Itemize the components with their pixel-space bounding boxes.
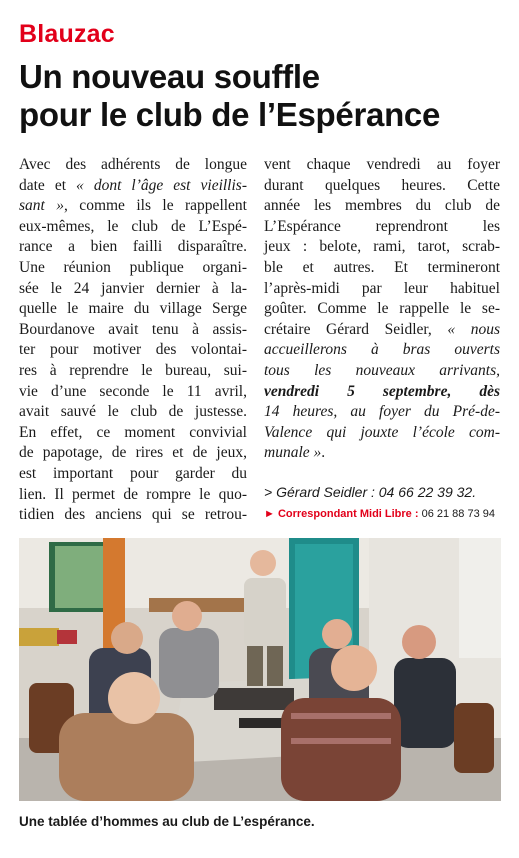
body-text-line — [19, 258, 247, 279]
body-text-line — [264, 176, 500, 197]
text-segment: rance a bien failli disparaître. — [19, 238, 247, 256]
body-text-line — [19, 402, 247, 423]
body-text-line — [19, 505, 247, 526]
text-segment: quelle le maire du village Serge — [19, 300, 247, 318]
body-text-line — [264, 217, 500, 238]
section-kicker: Blauzac — [19, 20, 115, 48]
body-text-line — [19, 443, 247, 464]
text-segment: ble et autres. Et termineront — [264, 258, 500, 276]
text-segment: crétaire Gérard Seidler, — [264, 320, 448, 338]
text-segment: sée le 24 janvier dernier à la- — [19, 279, 247, 297]
body-text-line — [264, 361, 500, 382]
body-text-line — [19, 423, 247, 444]
text-segment: date et — [19, 176, 77, 194]
body-text-line — [19, 237, 247, 258]
body-text-line — [19, 279, 247, 300]
text-segment: goûter. Comme le rappelle le se- — [264, 300, 500, 318]
body-text-line — [264, 402, 500, 423]
text-segment: vent chaque vendredi au foyer — [264, 156, 500, 173]
text-segment: vie d’une seconde le 11 avril, — [19, 382, 247, 400]
body-text-line — [264, 320, 500, 341]
body-text-line — [264, 196, 500, 217]
photo-caption: Une tablée d’hommes au club de L’espérance. — [19, 814, 315, 829]
text-segment: L’Espérance reprendront les — [264, 217, 500, 235]
text-segment: accueillerons à bras ouverts — [264, 341, 500, 359]
body-text-line — [264, 237, 500, 258]
text-segment: vendredi 5 septembre, dès — [264, 382, 500, 400]
body-text-line — [264, 423, 500, 444]
text-segment: « dont l’âge est vieillis- — [76, 176, 247, 194]
text-segment: de papotage, de rires et de jeux, — [19, 444, 247, 462]
text-segment: Bourdanove avait tenu à assis- — [19, 320, 247, 338]
text-segment: lien. Il permet de rompre le quo- — [19, 485, 247, 503]
photo-illustration — [19, 538, 501, 801]
correspondent-phone: 06 21 88 73 94 — [421, 508, 495, 520]
body-column-left — [19, 155, 247, 526]
text-segment: jeux : belote, rami, tarot, scrab- — [264, 238, 500, 256]
body-text-line — [264, 340, 500, 361]
correspondent-credit — [264, 508, 495, 520]
body-text-line — [19, 382, 247, 403]
headline-line-1: Un nouveau souffle — [19, 58, 320, 95]
body-text-line — [19, 176, 247, 197]
headline-line-2: pour le club de l’Espérance — [19, 96, 441, 133]
body-text-line — [19, 155, 247, 176]
article-photo — [19, 538, 501, 801]
text-segment: . — [321, 444, 326, 462]
text-segment: eux-mêmes, le club de L’Espé- — [19, 217, 247, 235]
text-segment: tidien des anciens qui se retrou- — [19, 506, 247, 524]
text-segment: est important pour garder du — [19, 464, 247, 482]
body-text-line — [264, 258, 500, 279]
body-text-line — [264, 299, 500, 320]
contact-signature: > Gérard Seidler : 04 66 22 39 32. — [264, 484, 477, 500]
body-text-line — [264, 155, 500, 176]
text-segment: Avec des adhérents de longue — [19, 156, 247, 173]
text-segment: 14 heures, au foyer du Pré-de- — [264, 403, 500, 421]
body-text-line — [19, 464, 247, 485]
text-segment: ter pour motiver des volontai- — [19, 341, 247, 359]
triangle-arrow-icon: ► — [264, 508, 275, 520]
text-segment: avait sauvé le club de justesse. — [19, 403, 247, 421]
text-segment: sant » — [19, 197, 65, 215]
text-segment: res à reprendre le bureau, sui- — [19, 361, 247, 379]
body-text-line — [19, 299, 247, 320]
text-segment: l’après-midi par leur habituel — [264, 279, 500, 297]
text-segment: durant quelques heures. Cette — [264, 176, 500, 194]
article-headline — [19, 58, 509, 134]
body-text-line — [264, 382, 500, 403]
body-text-line — [19, 217, 247, 238]
body-text-line — [19, 320, 247, 341]
text-segment: année les membres du club de — [264, 197, 500, 215]
text-segment: munale » — [264, 444, 322, 462]
body-column-right — [264, 155, 500, 464]
text-segment: En effet, ce moment convivial — [19, 423, 247, 441]
body-text-line — [19, 340, 247, 361]
body-text-line — [19, 196, 247, 217]
body-text-line — [19, 485, 247, 506]
body-text-line — [264, 279, 500, 300]
text-segment: , comme ils le rappellent — [64, 197, 247, 215]
text-segment: tous les nouveaux arrivants, — [264, 361, 500, 379]
body-text-line — [264, 443, 500, 464]
text-segment: Valence qui jouxte l’école com- — [264, 423, 500, 441]
correspondent-label: Correspondant Midi Libre : — [277, 508, 419, 520]
text-segment: « nous — [447, 320, 500, 338]
body-text-line — [19, 361, 247, 382]
text-segment: Une réunion publique organi- — [19, 258, 247, 276]
